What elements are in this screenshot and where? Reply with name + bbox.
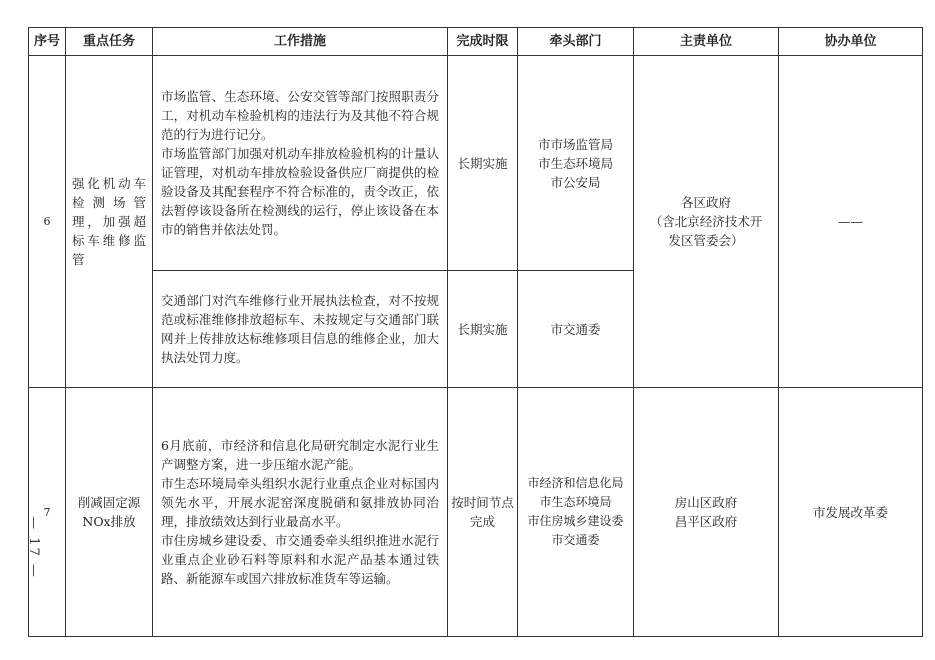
header-task: 重点任务 <box>66 28 153 56</box>
header-assist: 协办单位 <box>779 28 923 56</box>
header-lead: 牵头部门 <box>518 28 634 56</box>
header-no: 序号 <box>29 28 66 56</box>
row-deadline: 按时间节点完成 <box>448 388 518 637</box>
header-responsible: 主责单位 <box>634 28 779 56</box>
row-lead: 市市场监管局 市生态环境局 市公安局 <box>518 56 634 271</box>
header-measure: 工作措施 <box>153 28 448 56</box>
row-task: 强化机动车检测场管理，加强超标车维修监管 <box>66 56 153 388</box>
task-table <box>25 27 923 637</box>
header-deadline: 完成时限 <box>448 28 518 56</box>
row-assist: 市发展改革委 <box>779 388 923 637</box>
row-deadline: 长期实施 <box>448 271 518 388</box>
row-responsible: 各区政府 （含北京经济技术开发区管委会） <box>634 56 779 388</box>
row-no: 7 <box>29 388 66 637</box>
table-row <box>29 388 923 637</box>
row-lead: 市经济和信息化局 市生态环境局 市住房城乡建设委 市交通委 <box>518 388 634 637</box>
row-task: 削减固定源NOx排放 <box>66 388 153 637</box>
row-responsible: 房山区政府 昌平区政府 <box>634 388 779 637</box>
row-deadline: 长期实施 <box>448 56 518 271</box>
table-row <box>29 56 923 271</box>
page-number: — 17 — <box>25 516 41 579</box>
row-measure: 6月底前，市经济和信息化局研究制定水泥行业生产调整方案，进一步压缩水泥产能。 市生态环境局牵头组织水泥行业重点企业对标国内领先水平，开展水泥窑深度脱硝和氨排放协同治理，排放绩效达到行业最高水平。 市住房城乡建设委、市交通委牵头组织推进水泥行业重点企业砂石料等原料和水泥产品基本通过铁路、新能源车或国六排放标准货车等运输。 <box>153 388 448 637</box>
header-row <box>29 28 923 56</box>
row-assist: —— <box>779 56 923 388</box>
row-no: 6 <box>29 56 66 388</box>
row-lead: 市交通委 <box>518 271 634 388</box>
row-measure: 交通部门对汽车维修行业开展执法检查，对不按规范或标准维修排放超标车、未按规定与交通部门联网并上传排放达标维修项目信息的维修企业，加大执法处罚力度。 <box>153 271 448 388</box>
row-measure: 市场监管、生态环境、公安交管等部门按照职责分工，对机动车检验机构的违法行为及其他不符合规范的行为进行记分。 市场监管部门加强对机动车排放检验机构的计量认证管理，对机动车排放检验设备供应厂商提供的检验设备及其配套程序不符合标准的，责令改正，依法暂停该设备所在检测线的运行，停止该设备在本市的销售并依法处罚。 <box>153 56 448 271</box>
